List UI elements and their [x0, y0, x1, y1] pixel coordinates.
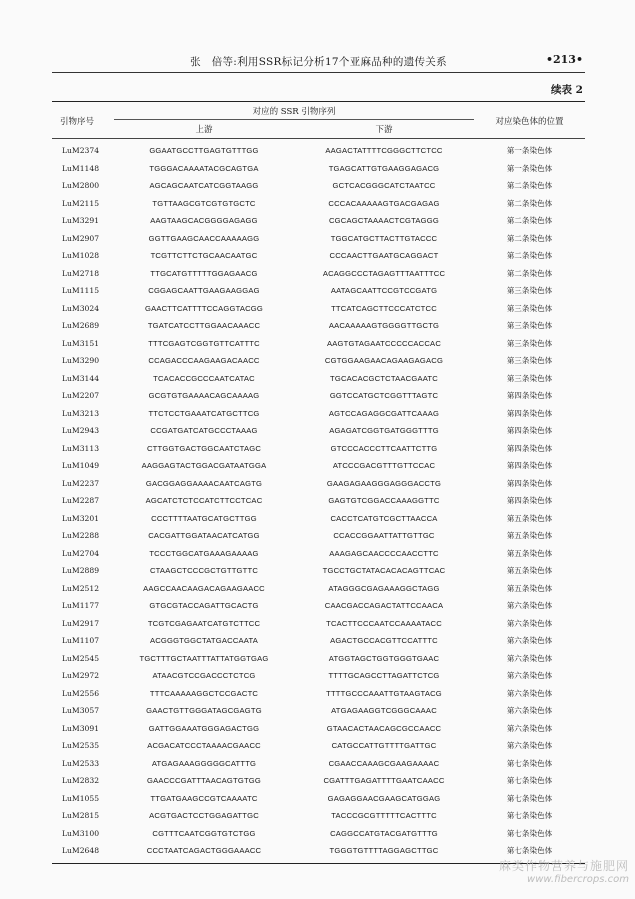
downstream-sequence-cell: CGATTTGAGATTTTGAATCAACC — [323, 776, 445, 786]
chromosome-cell: 第七条染色体 — [506, 776, 553, 786]
primer-id-cell: LuM2889 — [62, 566, 100, 576]
chromosome-cell: 第四条染色体 — [506, 391, 553, 401]
downstream-sequence-cell: ATGGTAGCTGGTGGGTGAAC — [328, 653, 440, 663]
table-row — [52, 545, 585, 563]
upstream-sequence-cell: CCGATGATCATGCCCTAAAG — [150, 426, 258, 436]
primer-id-cell: LuM3151 — [62, 338, 100, 348]
downstream-sequence-cell: AGAGATCGGTGATGGGTTTG — [329, 426, 439, 436]
upstream-sequence-cell: CGGAGCAATTGAAGAAGGAG — [148, 286, 260, 296]
table-row — [52, 597, 585, 615]
table-row — [52, 405, 585, 423]
downstream-sequence-cell: TGCACACGCTCTAACGAATC — [330, 373, 438, 383]
watermark-url: www.fibercrops.com — [527, 874, 629, 885]
table-row — [52, 772, 585, 790]
downstream-sequence-cell: TTTTGCAGCCTTAGATTCTCG — [328, 671, 440, 681]
chromosome-cell: 第六条染色体 — [506, 618, 553, 628]
primer-id-cell: LuM2545 — [62, 653, 100, 663]
table-header — [52, 102, 585, 138]
table-row — [52, 492, 585, 510]
downstream-sequence-cell: AGACTGCCACGTTCCATTTC — [330, 636, 438, 646]
primer-id-cell: LuM2815 — [62, 811, 100, 821]
downstream-sequence-cell: CACCTCATGTCGCTTAACCA — [330, 513, 438, 523]
downstream-sequence-cell: GTCCCACCCTTCAATTCTTG — [330, 443, 438, 453]
downstream-sequence-cell: AAGTGTAGAATCCCCCACCAC — [326, 338, 442, 348]
upstream-sequence-cell: GATTGGAAATGGGAGACTGG — [148, 723, 260, 733]
col-header-primer-id: 引物序号 — [60, 117, 95, 127]
primer-id-cell: LuM2115 — [62, 198, 100, 208]
table-row — [52, 685, 585, 703]
primer-id-cell: LuM3290 — [62, 356, 100, 366]
downstream-sequence-cell: ATCCCGACGTTTGTTCCAC — [332, 461, 436, 471]
table-row — [52, 737, 585, 755]
header-group-rule — [114, 119, 474, 120]
primer-id-cell: LuM2512 — [62, 583, 100, 593]
primer-id-cell: LuM2374 — [62, 146, 100, 156]
downstream-sequence-cell: AATAGCAATTCCGTCCGATG — [330, 286, 438, 296]
chromosome-cell: 第二条染色体 — [506, 198, 553, 208]
chromosome-cell: 第七条染色体 — [506, 846, 553, 856]
chromosome-cell: 第四条染色体 — [506, 426, 553, 436]
chromosome-cell: 第六条染色体 — [506, 706, 553, 716]
upstream-sequence-cell: AAGGAGTACTGGACGATAATGGA — [141, 461, 267, 471]
upstream-sequence-cell: TTGCATGTTTTTGGAGAACG — [150, 268, 258, 278]
upstream-sequence-cell: TGTTAAGCGTCGTGTGCTC — [152, 198, 256, 208]
table-row — [52, 195, 585, 213]
upstream-sequence-cell: ATGAGAAAGGGGGCATTTG — [151, 758, 257, 768]
upstream-sequence-cell: CCCTAATCAGACTGGGAAACC — [146, 846, 262, 856]
table-row — [52, 562, 585, 580]
chromosome-cell: 第二条染色体 — [506, 268, 553, 278]
upstream-sequence-cell: CTAAGCTCCCGCTGTTGTTC — [149, 566, 259, 576]
downstream-sequence-cell: AAGACTATTTTCGGGCTTCTCC — [325, 146, 443, 156]
table-row — [52, 755, 585, 773]
upstream-sequence-cell: TTTCAAAAAGGCTCCGACTC — [149, 688, 259, 698]
downstream-sequence-cell: AACAAAAAGTGGGGTTGCTG — [328, 321, 440, 331]
downstream-sequence-cell: CGAACCAAAGCGAAGAAAAC — [328, 758, 440, 768]
table-row — [52, 387, 585, 405]
table-row — [52, 142, 585, 160]
downstream-sequence-cell: AGTCCAGAGGCGATTCAAAG — [328, 408, 440, 418]
primer-id-cell: LuM1115 — [62, 286, 100, 296]
chromosome-cell: 第七条染色体 — [506, 758, 553, 768]
primer-id-cell: LuM2288 — [62, 531, 100, 541]
downstream-sequence-cell: TACCCGCGTTTTTCACTTTC — [331, 811, 437, 821]
downstream-sequence-cell: CGTGGAAGAACAGAAGAGACG — [324, 356, 444, 366]
primer-id-cell: LuM2287 — [62, 496, 100, 506]
chromosome-cell: 第三条染色体 — [506, 286, 553, 296]
downstream-sequence-cell: CCCACAAAAAGTGACGAGAG — [328, 198, 440, 208]
primer-id-cell: LuM2832 — [62, 776, 100, 786]
table-continued-label: 续表 2 — [551, 84, 583, 96]
chromosome-cell: 第六条染色体 — [506, 601, 553, 611]
primer-id-cell: LuM3144 — [62, 373, 100, 383]
upstream-sequence-cell: AGCAGCAATCATCGGTAAGG — [149, 181, 259, 191]
page-header — [52, 50, 585, 76]
upstream-sequence-cell: CGTTTCAATCGGTGTCTGG — [152, 828, 256, 838]
downstream-sequence-cell: TGAGCATTGTGAAGGAGACG — [328, 163, 440, 173]
chromosome-cell: 第五条染色体 — [506, 566, 553, 576]
chromosome-cell: 第一条染色体 — [506, 163, 553, 173]
downstream-sequence-cell: GCTCACGGGCATCTAATCC — [332, 181, 436, 191]
table-row — [52, 317, 585, 335]
chromosome-cell: 第六条染色体 — [506, 636, 553, 646]
table-row — [52, 527, 585, 545]
upstream-sequence-cell: CCCTTTTAATGCATGCTTGG — [151, 513, 257, 523]
primer-id-cell: LuM2800 — [62, 181, 100, 191]
downstream-sequence-cell: GTAACACTAACAGCGCCAACC — [326, 723, 442, 733]
upstream-sequence-cell: TCGTCGAGAATCATGTCTTCC — [147, 618, 261, 628]
table-row — [52, 580, 585, 598]
chromosome-cell: 第一条染色体 — [506, 146, 553, 156]
chromosome-cell: 第六条染色体 — [506, 723, 553, 733]
downstream-sequence-cell: CGCAGCTAAAACTCGTAGGG — [328, 216, 440, 226]
table-row — [52, 282, 585, 300]
upstream-sequence-cell: GAACTTCATTTTCCAGGTACGG — [144, 303, 264, 313]
chromosome-cell: 第二条染色体 — [506, 181, 553, 191]
primer-id-cell: LuM3201 — [62, 513, 100, 523]
upstream-sequence-cell: CACGATTGGATAACATCATGG — [148, 531, 260, 541]
primer-id-cell: LuM2689 — [62, 321, 100, 331]
table-row — [52, 335, 585, 353]
primer-table — [52, 101, 585, 864]
watermark — [499, 857, 629, 885]
primer-id-cell: LuM3091 — [62, 723, 100, 733]
upstream-sequence-cell: TTGATGAAGCCGTCAAAATC — [150, 793, 258, 803]
primer-id-cell: LuM2648 — [62, 846, 100, 856]
table-body — [52, 139, 585, 863]
table-row — [52, 422, 585, 440]
primer-id-cell: LuM3057 — [62, 706, 100, 716]
table-row — [52, 632, 585, 650]
primer-id-cell: LuM2943 — [62, 426, 100, 436]
chromosome-cell: 第五条染色体 — [506, 583, 553, 593]
upstream-sequence-cell: ATAACGTCCGACCCTCTCG — [152, 671, 256, 681]
downstream-sequence-cell: GAGTGTCGGACCAAAGGTTC — [328, 496, 440, 506]
col-header-chromosome: 对应染色体的位置 — [495, 117, 564, 127]
table-row — [52, 702, 585, 720]
col-header-upstream: 上游 — [195, 125, 213, 135]
chromosome-cell: 第七条染色体 — [506, 811, 553, 821]
upstream-sequence-cell: CTTGGTGACTGGCAATCTAGC — [146, 443, 262, 453]
downstream-sequence-cell: TGGGTGTTTTAGGAGCTTGC — [329, 846, 439, 856]
primer-id-cell: LuM2917 — [62, 618, 100, 628]
chromosome-cell: 第五条染色体 — [506, 548, 553, 558]
table-row — [52, 720, 585, 738]
upstream-sequence-cell: AAGCCAACAAGACAGAAGAACC — [143, 583, 265, 593]
upstream-sequence-cell: TCACACCGCCCAATCATAC — [153, 373, 255, 383]
upstream-sequence-cell: TTCTCCTGAAATCATGCTTCG — [148, 408, 260, 418]
primer-id-cell: LuM1107 — [62, 636, 100, 646]
downstream-sequence-cell: CCCAACTTGAATGCAGGACT — [329, 251, 439, 261]
watermark-site-name: 麻类作物营养与施肥网 — [498, 859, 629, 873]
table-row — [52, 475, 585, 493]
upstream-sequence-cell: TGCTTTGCTAATTTATTATGGTGAG — [139, 653, 269, 663]
primer-id-cell: LuM1055 — [62, 793, 100, 803]
downstream-sequence-cell: CCACCGGAATTATTGTTGC — [333, 531, 435, 541]
chromosome-cell: 第七条染色体 — [506, 828, 553, 838]
table-row — [52, 352, 585, 370]
upstream-sequence-cell: GAACTGTTGGGATAGCGAGTG — [146, 706, 262, 716]
table-row — [52, 212, 585, 230]
upstream-sequence-cell: CCAGACCCAAGAAGACAACC — [148, 356, 260, 366]
primer-id-cell: LuM1028 — [62, 251, 100, 261]
upstream-sequence-cell: TCCCTGGCATGAAAGAAAAG — [149, 548, 259, 558]
primer-id-cell: LuM3213 — [62, 408, 100, 418]
chromosome-cell: 第三条染色体 — [506, 356, 553, 366]
chromosome-cell: 第四条染色体 — [506, 443, 553, 453]
downstream-sequence-cell: ACAGGCCCTAGAGTTTAATTTCC — [322, 268, 446, 278]
chromosome-cell: 第二条染色体 — [506, 251, 553, 261]
upstream-sequence-cell: TGATCATCCTTGGAACAAACC — [147, 321, 261, 331]
upstream-sequence-cell: ACGACATCCCTAAAACGAACC — [147, 741, 261, 751]
primer-id-cell: LuM3113 — [62, 443, 100, 453]
table-row — [52, 667, 585, 685]
table-row — [52, 265, 585, 283]
upstream-sequence-cell: GTGCGTACCAGATTGCACTG — [149, 601, 259, 611]
primer-id-cell: LuM3291 — [62, 216, 100, 226]
table-row — [52, 790, 585, 808]
downstream-sequence-cell: TCACTTCCCAATCCAAAATACC — [326, 618, 442, 628]
downstream-sequence-cell: CAACGACCAGACTATTCCAACA — [324, 601, 444, 611]
primer-id-cell: LuM2533 — [62, 758, 100, 768]
downstream-sequence-cell: CATGCCATTGTTTTGATTGC — [331, 741, 437, 751]
upstream-sequence-cell: TTTCGAGTCGGTGTTCATTTC — [148, 338, 260, 348]
running-title: 张 倍等:利用SSR标记分析17个亚麻品种的遗传关系 — [190, 56, 447, 68]
chromosome-cell: 第三条染色体 — [506, 321, 553, 331]
table-row — [52, 807, 585, 825]
upstream-sequence-cell: AGCATCTCTCCATCTTCCTCAC — [145, 496, 263, 506]
chromosome-cell: 第四条染色体 — [506, 461, 553, 471]
upstream-sequence-cell: ACGGGTGGCTATGACCAATA — [149, 636, 259, 646]
downstream-sequence-cell: GGTCCATGCTCGGTTTAGTC — [329, 391, 439, 401]
table-row — [52, 247, 585, 265]
table-row — [52, 300, 585, 318]
table-row — [52, 825, 585, 843]
downstream-sequence-cell: GAAGAGAAGGGAGGGACCTG — [326, 478, 442, 488]
primer-id-cell: LuM2535 — [62, 741, 100, 751]
upstream-sequence-cell: GCGTGTGAAAACAGCAAAAG — [148, 391, 260, 401]
col-header-downstream: 下游 — [375, 125, 393, 135]
upstream-sequence-cell: GGAATGCCTTGAGTGTTTGG — [149, 146, 259, 156]
chromosome-cell: 第四条染色体 — [506, 496, 553, 506]
chromosome-cell: 第二条染色体 — [506, 216, 553, 226]
chromosome-cell: 第四条染色体 — [506, 408, 553, 418]
chromosome-cell: 第五条染色体 — [506, 513, 553, 523]
downstream-sequence-cell: TGCCTGCTATACACACAGTTCAC — [322, 566, 446, 576]
chromosome-cell: 第三条染色体 — [506, 373, 553, 383]
downstream-sequence-cell: AAAGAGCAACCCCAACCTTC — [329, 548, 439, 558]
upstream-sequence-cell: TCGTTCTTCTGCAACAATGC — [150, 251, 258, 261]
downstream-sequence-cell: CAGGCCATGTACGATGTTTG — [330, 828, 438, 838]
upstream-sequence-cell: GAACCCGATTTAACAGTGTGG — [146, 776, 262, 786]
page-number: •213• — [545, 53, 583, 66]
chromosome-cell: 第二条染色体 — [506, 233, 553, 243]
primer-id-cell: LuM2718 — [62, 268, 100, 278]
chromosome-cell: 第六条染色体 — [506, 671, 553, 681]
table-row — [52, 230, 585, 248]
primer-id-cell: LuM2207 — [62, 391, 100, 401]
downstream-sequence-cell: ATAGGGCGAGAAAGGCTAGG — [328, 583, 440, 593]
header-rule — [52, 72, 585, 73]
upstream-sequence-cell: GACGGAGGAAAACAATCAGTG — [145, 478, 263, 488]
table-row — [52, 160, 585, 178]
primer-id-cell: LuM1148 — [62, 163, 100, 173]
table-row — [52, 457, 585, 475]
primer-id-cell: LuM2704 — [62, 548, 100, 558]
table-row — [52, 440, 585, 458]
downstream-sequence-cell: ATGAGAAGGTCGGGCAAAC — [331, 706, 437, 716]
chromosome-cell: 第六条染色体 — [506, 653, 553, 663]
table-row — [52, 615, 585, 633]
downstream-sequence-cell: TGGCATGCTTACTTGTACCC — [330, 233, 438, 243]
chromosome-cell: 第六条染色体 — [506, 688, 553, 698]
primer-id-cell: LuM2972 — [62, 671, 100, 681]
table-row — [52, 370, 585, 388]
primer-id-cell: LuM3024 — [62, 303, 100, 313]
upstream-sequence-cell: ACGTGACTCCTGGAGATTGC — [149, 811, 259, 821]
downstream-sequence-cell: TTCATCAGCTTCCCATCTCC — [331, 303, 437, 313]
primer-id-cell: LuM2237 — [62, 478, 100, 488]
primer-id-cell: LuM2907 — [62, 233, 100, 243]
downstream-sequence-cell: TTTTGCCCAAATTGTAAGTACG — [326, 688, 442, 698]
primer-id-cell: LuM3100 — [62, 828, 100, 838]
chromosome-cell: 第六条染色体 — [506, 741, 553, 751]
primer-id-cell: LuM1177 — [62, 601, 100, 611]
upstream-sequence-cell: TGGGACAAAATACGCAGTGA — [149, 163, 259, 173]
chromosome-cell: 第七条染色体 — [506, 793, 553, 803]
col-header-ssr-sequence: 对应的 SSR 引物序列 — [252, 107, 336, 117]
primer-id-cell: LuM2556 — [62, 688, 100, 698]
chromosome-cell: 第五条染色体 — [506, 531, 553, 541]
upstream-sequence-cell: GGTTGAAGCAACCAAAAAGG — [148, 233, 260, 243]
primer-id-cell: LuM1049 — [62, 461, 100, 471]
chromosome-cell: 第四条染色体 — [506, 478, 553, 488]
downstream-sequence-cell: GAGAGGAACGAAGCATGGAG — [327, 793, 441, 803]
table-row — [52, 177, 585, 195]
table-row — [52, 650, 585, 668]
chromosome-cell: 第三条染色体 — [506, 303, 553, 313]
upstream-sequence-cell: AAGTAAGCACGGGGAGAGG — [150, 216, 258, 226]
chromosome-cell: 第三条染色体 — [506, 338, 553, 348]
table-row — [52, 510, 585, 528]
